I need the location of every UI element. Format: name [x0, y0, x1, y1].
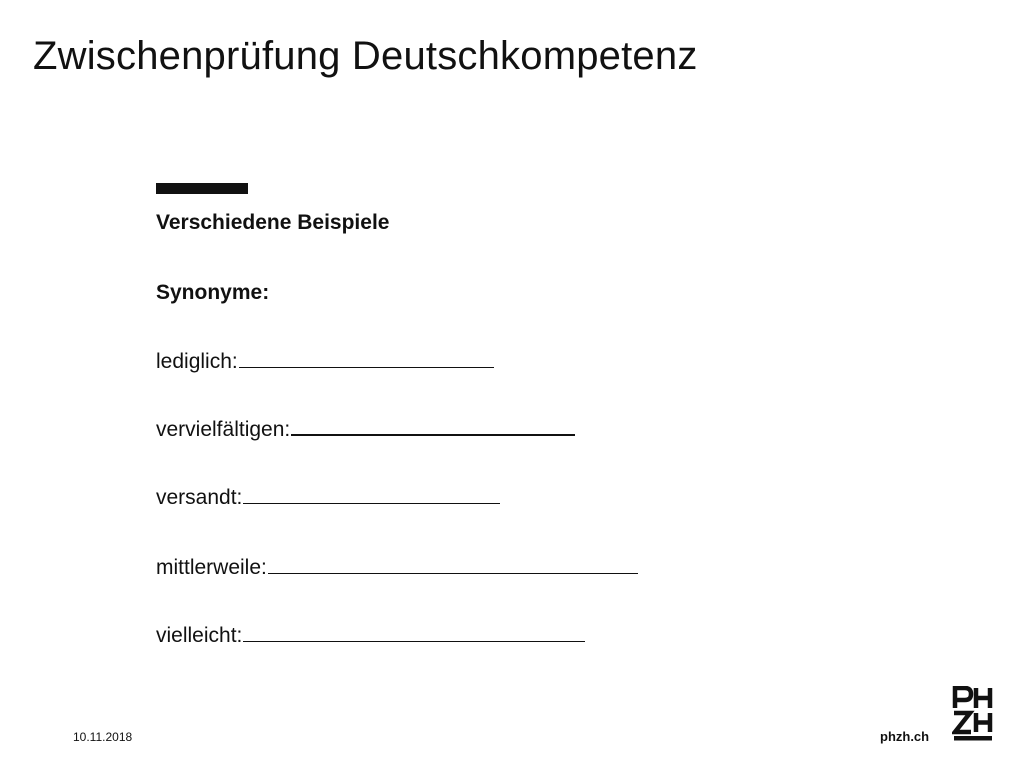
exercise-word: lediglich:: [156, 350, 238, 373]
exercise-item-mittlerweile: [156, 556, 638, 580]
answer-blank[interactable]: [243, 640, 585, 642]
exercise-word: vielleicht:: [156, 624, 243, 647]
exercise-item-lediglich: [156, 350, 494, 374]
answer-blank[interactable]: [243, 502, 500, 504]
exercise-word: mittlerweile:: [156, 556, 267, 579]
exercise-item-vervielfaeltigen: [156, 418, 575, 442]
accent-bar: [156, 183, 248, 194]
footer-website: phzh.ch: [880, 729, 930, 744]
exercise-word: vervielfältigen:: [156, 418, 291, 441]
phzh-logo: [952, 686, 994, 742]
answer-blank[interactable]: [291, 433, 575, 436]
exercise-item-versandt: [156, 486, 500, 510]
exercise-word: versandt:: [156, 486, 243, 509]
section-heading: Verschiedene Beispiele: [156, 211, 390, 234]
answer-blank[interactable]: [268, 572, 638, 574]
footer-date: 10.11.2018: [73, 730, 133, 744]
answer-blank[interactable]: [239, 366, 494, 368]
slide-title: Zwischenprüfung Deutschkompetenz: [33, 34, 698, 78]
synonyms-heading: Synonyme:: [156, 281, 270, 304]
exercise-item-vielleicht: [156, 624, 585, 648]
